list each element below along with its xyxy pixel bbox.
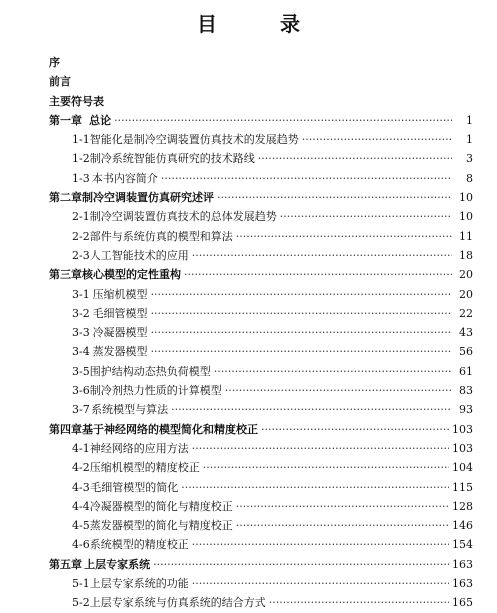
toc-entries xyxy=(49,111,473,613)
toc-entry-page: 103 xyxy=(452,441,473,455)
toc-entry-title: 制冷系统智能仿真研究的技术路线 xyxy=(89,152,255,166)
table-of-contents xyxy=(49,53,473,613)
toc-entry-title: 人工智能技术的应用 xyxy=(89,248,189,262)
toc-leader-dots xyxy=(203,458,449,477)
toc-entry-number: 2-3 xyxy=(72,248,90,262)
toc-entry-number: 3-3 xyxy=(72,326,90,340)
toc-entry-title: 制冷剂热力性质的计算模型 xyxy=(89,384,222,398)
toc-entry-page: 56 xyxy=(459,345,473,359)
toc-section-row xyxy=(49,574,473,593)
toc-chapter-row xyxy=(49,420,473,439)
toc-section-row xyxy=(49,227,473,246)
toc-entry-number: 第三章 xyxy=(49,268,82,282)
toc-entry-title: 围护结构动态热负荷模型 xyxy=(89,364,211,378)
toc-entry-title: 冷凝器模型的简化与精度校正 xyxy=(89,499,233,513)
toc-section-row xyxy=(49,439,473,458)
toc-entry-title: 部件与系统仿真的模型和算法 xyxy=(89,229,233,243)
toc-chapter-row xyxy=(49,111,473,130)
toc-entry-page: 10 xyxy=(459,191,473,205)
toc-leader-dots xyxy=(192,535,449,554)
toc-entry-title: 蒸发器模型 xyxy=(92,345,148,359)
toc-leader-dots xyxy=(151,304,452,323)
toc-entry-title: 基于神经网络的模型简化和精度校正 xyxy=(82,422,258,436)
toc-entry-number: 4-5 xyxy=(72,519,90,533)
toc-entry-page: 11 xyxy=(459,229,473,243)
toc-section-row xyxy=(49,497,473,516)
toc-entry-title: 冷凝器模型 xyxy=(92,326,148,340)
toc-entry-title: 本书内容简介 xyxy=(91,171,158,185)
toc-entry-number: 5-2 xyxy=(72,596,90,610)
toc-section-row xyxy=(49,535,473,554)
toc-entry-title: 毛细管模型 xyxy=(92,306,148,320)
toc-entry-number: 3-4 xyxy=(72,345,90,359)
toc-section-row xyxy=(49,285,473,304)
toc-leader-dots xyxy=(151,342,452,361)
toc-entry-title: 上层专家系统 xyxy=(84,557,151,571)
toc-section-row xyxy=(49,478,473,497)
toc-entry-page: 1 xyxy=(466,113,473,127)
toc-entry-title: 神经网络的应用方法 xyxy=(89,441,189,455)
page-title: 目 录 xyxy=(197,12,328,36)
toc-section-row xyxy=(49,381,473,400)
toc-entry-number: 4-6 xyxy=(72,538,90,552)
toc-leader-dots xyxy=(269,593,449,612)
toc-leader-dots xyxy=(161,169,452,188)
toc-entry-page: 61 xyxy=(459,364,473,378)
toc-entry-page: 8 xyxy=(466,171,473,185)
toc-leader-dots xyxy=(114,111,452,130)
toc-entry-number: 3-5 xyxy=(72,364,90,378)
toc-entry-page: 93 xyxy=(459,403,473,417)
toc-entry-page: 163 xyxy=(452,557,473,571)
toc-entry-number: 第二章 xyxy=(49,191,82,205)
toc-leader-dots xyxy=(261,420,449,439)
toc-entry-title: 上层专家系统与仿真系统的结合方式 xyxy=(89,596,266,610)
toc-entry-page: 20 xyxy=(459,287,473,301)
toc-entry-title: 毛细管模型的简化 xyxy=(90,480,179,494)
toc-chapter-row xyxy=(49,265,473,284)
toc-entry-page: 163 xyxy=(452,577,473,591)
toc-entry-number: 2-2 xyxy=(72,229,90,243)
toc-entry-title: 制冷空调装置仿真技术的总体发展趋势 xyxy=(89,210,277,224)
toc-leader-dots xyxy=(258,149,452,168)
toc-leader-dots xyxy=(153,555,449,574)
toc-entry-number: 3-7 xyxy=(72,403,90,417)
toc-entry-number: 3-2 xyxy=(72,306,90,320)
toc-entry-title: 制冷空调装置仿真研究述评 xyxy=(82,191,214,205)
toc-entry-page: 103 xyxy=(452,422,473,436)
toc-entry-title: 总论 xyxy=(89,113,112,127)
toc-section-row xyxy=(49,149,473,168)
toc-section-row xyxy=(49,323,473,342)
toc-leader-dots xyxy=(171,400,452,419)
toc-entry-title: 压缩机模型 xyxy=(92,287,148,301)
toc-section-row xyxy=(49,207,473,226)
toc-entry-number: 5-1 xyxy=(72,577,90,591)
toc-entry-number: 1-3 xyxy=(72,171,90,185)
toc-entry-page: 154 xyxy=(452,538,473,552)
toc-leader-dots xyxy=(192,439,449,458)
toc-front-preface: 序 xyxy=(49,56,60,69)
toc-chapter-row xyxy=(49,555,473,574)
toc-entry-title: 上层专家系统的功能 xyxy=(89,577,189,591)
toc-entry-page: 128 xyxy=(452,499,473,513)
toc-leader-dots xyxy=(192,574,449,593)
toc-leader-dots xyxy=(225,381,452,400)
toc-entry-page: 3 xyxy=(466,152,473,166)
toc-leader-dots xyxy=(280,207,452,226)
toc-leader-dots xyxy=(214,362,452,381)
toc-leader-dots xyxy=(236,227,452,246)
toc-leader-dots xyxy=(151,323,452,342)
toc-entry-page: 43 xyxy=(459,326,473,340)
toc-section-row xyxy=(49,516,473,535)
toc-entry-page: 165 xyxy=(452,596,473,610)
toc-chapter-row xyxy=(49,188,473,207)
toc-entry-number: 3-6 xyxy=(72,384,90,398)
toc-entry-page: 22 xyxy=(459,306,473,320)
toc-entry-title: 压缩机模型的精度校正 xyxy=(89,461,200,475)
toc-entry-number: 4-3 xyxy=(72,480,90,494)
toc-section-row xyxy=(49,362,473,381)
toc-entry-title: 蒸发器模型的简化与精度校正 xyxy=(89,519,233,533)
toc-entry-number: 4-2 xyxy=(72,461,90,475)
toc-entry-number: 第四章 xyxy=(49,422,82,436)
toc-entry-title: 系统模型的精度校正 xyxy=(89,538,189,552)
toc-section-row xyxy=(49,342,473,361)
toc-entry-page: 104 xyxy=(452,461,473,475)
toc-leader-dots xyxy=(184,265,452,284)
toc-entry-number: 2-1 xyxy=(72,210,90,224)
toc-entry-number: 1-2 xyxy=(72,152,90,166)
toc-leader-dots xyxy=(302,130,452,149)
toc-entry-number: 4-4 xyxy=(72,499,90,513)
toc-front-symbols: 主要符号表 xyxy=(49,94,104,108)
toc-entry-page: 1 xyxy=(466,133,473,147)
toc-entry-number: 第五章 xyxy=(49,557,82,571)
toc-leader-dots xyxy=(217,188,452,207)
toc-entry-page: 83 xyxy=(459,384,473,398)
toc-entry-title: 系统模型与算法 xyxy=(91,403,169,417)
toc-leader-dots xyxy=(151,285,452,304)
toc-section-row xyxy=(49,130,473,149)
toc-entry-number: 1-1 xyxy=(72,133,90,147)
toc-front-foreword: 前言 xyxy=(49,75,71,89)
toc-leader-dots xyxy=(181,478,449,497)
toc-section-row xyxy=(49,593,473,612)
toc-section-row xyxy=(49,246,473,265)
toc-entry-page: 146 xyxy=(452,519,473,533)
toc-entry-number: 第一章 xyxy=(49,113,82,127)
toc-entry-page: 115 xyxy=(452,480,473,494)
toc-section-row xyxy=(49,169,473,188)
toc-section-row xyxy=(49,400,473,419)
toc-entry-number: 3-1 xyxy=(72,287,90,301)
toc-entry-page: 18 xyxy=(459,248,473,262)
toc-entry-title: 智能化是制冷空调装置仿真技术的发展趋势 xyxy=(89,133,299,147)
toc-section-row xyxy=(49,458,473,477)
toc-section-row xyxy=(49,304,473,323)
toc-entry-page: 10 xyxy=(459,210,473,224)
toc-leader-dots xyxy=(236,516,449,535)
toc-leader-dots xyxy=(236,497,449,516)
toc-entry-number: 4-1 xyxy=(72,441,90,455)
toc-leader-dots xyxy=(192,246,452,265)
toc-entry-title: 核心模型的定性重构 xyxy=(82,268,181,282)
toc-entry-page: 20 xyxy=(459,268,473,282)
